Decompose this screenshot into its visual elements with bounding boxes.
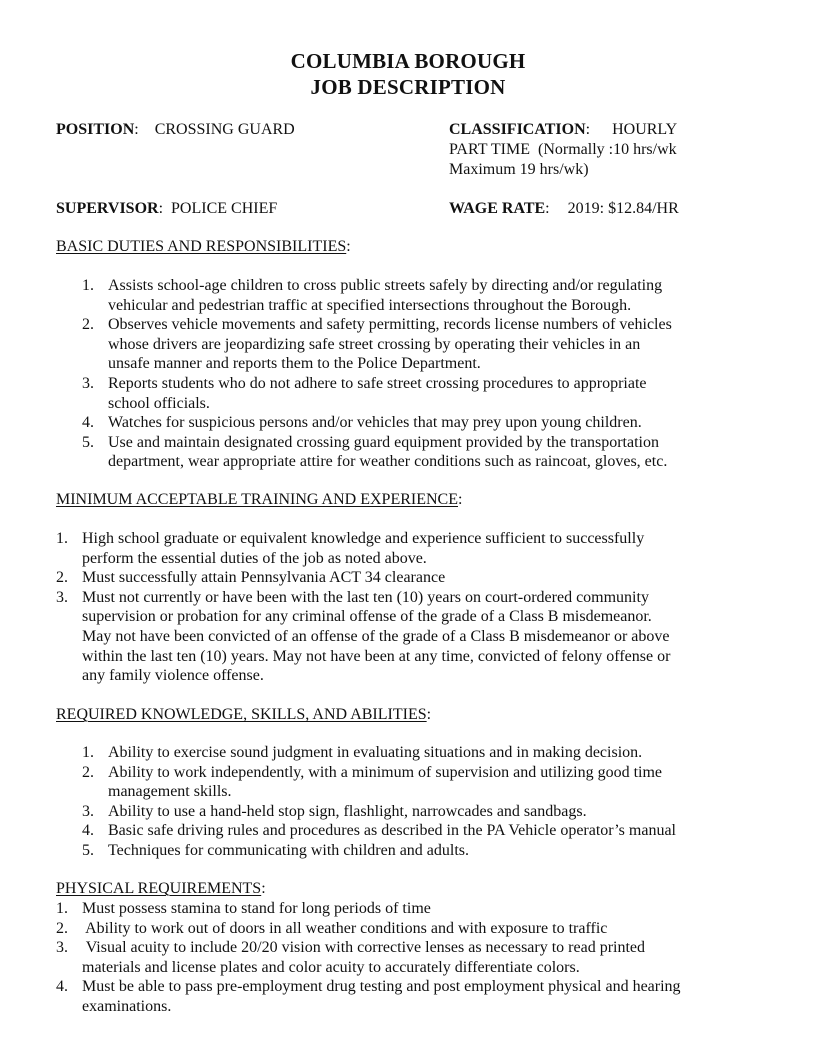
classification-label: CLASSIFICATION: [449, 121, 586, 138]
list-number: 4.: [82, 414, 94, 432]
list-item: [82, 374, 742, 413]
list-item: [82, 821, 762, 841]
list-number: 5.: [82, 433, 94, 451]
classification-field: [449, 120, 677, 140]
supervisor-field: [56, 199, 277, 219]
list-line: Basic safe driving rules and procedures as described in the PA Vehicle operator’s manual: [108, 822, 676, 840]
list-line: materials and license plates and color acuity to accurately differentiate colors.: [82, 958, 580, 976]
list-item: [82, 413, 742, 433]
list-item: [56, 568, 756, 588]
list-item: [82, 315, 742, 374]
supervisor-value: POLICE CHIEF: [171, 200, 278, 217]
list-line: Techniques for communicating with children and adults.: [108, 841, 470, 859]
list-line: Ability to work out of doors in all weather conditions and with exposure to traffic: [82, 919, 608, 937]
list-line: examinations.: [82, 997, 172, 1015]
list-line: Reports students who do not adhere to safe street crossing procedures to appropriate: [108, 374, 647, 392]
list-number: 1.: [56, 530, 68, 547]
position-colon: :: [134, 121, 139, 138]
wage-rate-value: 2019: $12.84/HR: [567, 200, 679, 217]
section-heading-text: MINIMUM ACCEPTABLE TRAINING AND EXPERIENCE: [56, 491, 458, 508]
list-item: [82, 433, 742, 472]
section-heading-physical-requirements: [56, 879, 266, 899]
list-line: unsafe manner and reports them to the Police Department.: [108, 355, 481, 373]
list-line: Must not currently or have been with the last ten (10) years on court-ordered community: [82, 588, 649, 606]
section-heading-required-knowledge: [56, 705, 431, 725]
list-number: 1.: [82, 744, 94, 761]
classification-line3: Maximum 19 hrs/wk): [449, 161, 589, 178]
classification-value: HOURLY: [612, 121, 678, 138]
physical-requirements-list: [56, 899, 756, 1017]
section-heading-colon: :: [426, 706, 432, 723]
list-number: 1.: [56, 900, 68, 917]
section-heading-text: REQUIRED KNOWLEDGE, SKILLS, AND ABILITIES: [56, 706, 427, 723]
list-line: Observes vehicle movements and safety permitting, records license numbers of vehicles: [108, 316, 672, 334]
list-line: school officials.: [108, 394, 210, 412]
list-number: 5.: [82, 841, 94, 859]
list-item: [56, 977, 756, 1016]
list-line: May not have been convicted of an offense of the grade of a Class B misdemeanor or above: [82, 627, 670, 645]
basic-duties-list: [82, 276, 742, 472]
list-item: [82, 841, 762, 861]
list-item: [82, 802, 762, 822]
list-number: 2.: [82, 316, 94, 334]
list-number: 2.: [82, 763, 94, 781]
list-line: Watches for suspicious persons and/or vehicles that may prey upon young children.: [108, 414, 642, 432]
list-line: Ability to work independently, with a minimum of supervision and utilizing good time: [108, 763, 663, 781]
supervisor-colon: :: [158, 200, 164, 217]
list-item: [56, 938, 756, 977]
position-field: [56, 120, 295, 140]
list-line: management skills.: [108, 783, 232, 801]
section-heading-colon: :: [457, 491, 463, 508]
list-line: whose drivers are jeopardizing safe street crossing by operating their vehicles in an: [108, 335, 641, 353]
list-number: 3.: [56, 939, 68, 957]
list-item: [82, 743, 762, 763]
list-number: 2.: [56, 919, 68, 937]
position-value: CROSSING GUARD: [154, 121, 295, 138]
section-heading-colon: :: [346, 238, 351, 255]
list-line: Must possess stamina to stand for long periods of time: [82, 900, 431, 917]
list-item: [56, 899, 756, 919]
list-item: [56, 588, 756, 686]
list-number: 4.: [82, 822, 94, 840]
list-number: 3.: [82, 802, 94, 820]
minimum-training-list: [56, 529, 756, 686]
supervisor-label: SUPERVISOR: [56, 200, 159, 217]
list-item: [56, 919, 756, 939]
list-line: within the last ten (10) years. May not have been at any time, convicted of felony offense or: [82, 647, 671, 665]
list-line: Ability to exercise sound judgment in evaluating situations and in making decision.: [108, 744, 643, 761]
document-title-line1: COLUMBIA BOROUGH: [290, 49, 526, 73]
document-title-line2: JOB DESCRIPTION: [310, 75, 506, 99]
wage-rate-label: WAGE RATE: [449, 200, 546, 217]
section-heading-minimum-training: [56, 490, 462, 510]
list-number: 2.: [56, 569, 68, 587]
list-number: 3.: [56, 588, 68, 606]
list-line: Assists school-age children to cross public streets safely by directing and/or regulating: [108, 277, 663, 294]
wage-rate-colon: :: [545, 200, 550, 217]
section-heading-text: PHYSICAL REQUIREMENTS: [56, 880, 262, 897]
classification-colon: :: [585, 121, 591, 138]
list-number: 3.: [82, 374, 94, 392]
list-item: [56, 529, 756, 568]
position-label: POSITION: [56, 121, 135, 138]
list-line: Must successfully attain Pennsylvania ACT 34 clearance: [82, 569, 446, 587]
list-line: High school graduate or equivalent knowledge and experience sufficient to successfully: [82, 530, 645, 547]
list-line: perform the essential duties of the job as noted above.: [82, 549, 427, 567]
list-line: supervision or probation for any criminal offense of the grade of a Class B misdemeanor.: [82, 608, 652, 626]
required-knowledge-list: [82, 743, 762, 861]
list-item: [82, 763, 762, 802]
section-heading-basic-duties: [56, 237, 351, 257]
list-line: department, wear appropriate attire for weather conditions such as raincoat, gloves, etc.: [108, 453, 668, 471]
list-line: Use and maintain designated crossing guard equipment provided by the transportation: [108, 433, 659, 451]
list-item: [82, 276, 742, 315]
list-line: Ability to use a hand-held stop sign, flashlight, narrowcades and sandbags.: [108, 802, 587, 820]
list-line: vehicular and pedestrian traffic at specified intersections throughout the Borough.: [108, 296, 632, 314]
list-number: 4.: [56, 978, 68, 996]
section-heading-text: BASIC DUTIES AND RESPONSIBILITIES: [56, 238, 347, 255]
list-line: Visual acuity to include 20/20 vision with corrective lenses as necessary to read printed: [82, 939, 646, 957]
wage-rate-field: [449, 199, 679, 219]
classification-line2: PART TIME (Normally :10 hrs/wk: [449, 141, 677, 158]
section-heading-colon: :: [261, 880, 266, 897]
list-number: 1.: [82, 277, 94, 294]
list-line: any family violence offense.: [82, 667, 264, 685]
list-line: Must be able to pass pre-employment drug testing and post employment physical and hearing: [82, 978, 681, 996]
